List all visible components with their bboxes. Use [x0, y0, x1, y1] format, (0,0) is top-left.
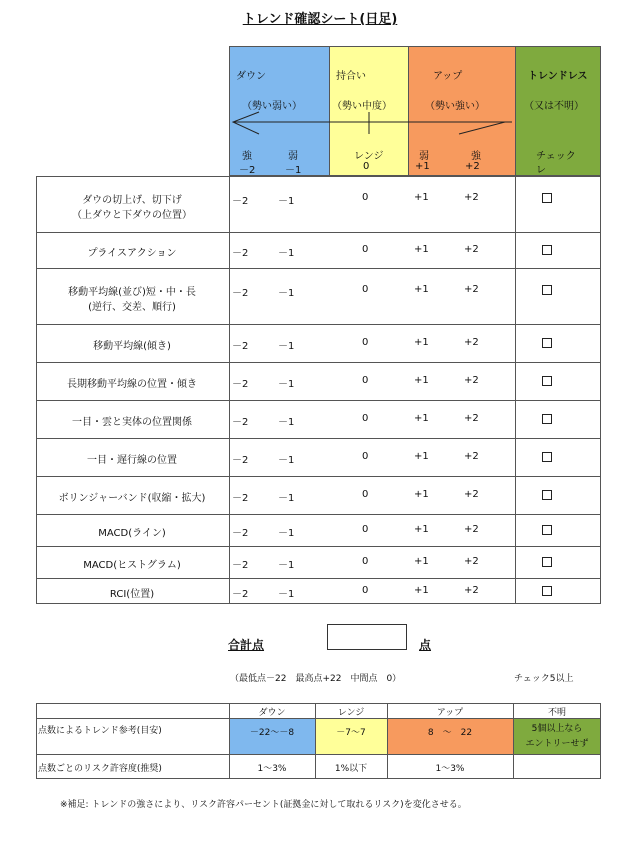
table-line [36, 718, 601, 719]
trendless-checkbox[interactable] [542, 414, 552, 424]
header-up-strength: （勢い強い） [425, 101, 485, 112]
score-value-r[interactable]: 0 [362, 375, 369, 386]
score-value-u1[interactable]: +1 [414, 192, 429, 203]
criteria-label: 一目・遅行線の位置 [87, 455, 177, 466]
criteria-label: 移動平均線(傾き) [93, 341, 171, 352]
score-value-r[interactable]: 0 [362, 584, 369, 596]
ref-row1-up: 8 ～ 22 [427, 728, 473, 738]
ref-row1-down: －22～－8 [249, 728, 295, 738]
ref-row1-unknown-1: 5個以上なら [531, 724, 583, 734]
trendless-checkbox[interactable] [542, 452, 552, 462]
score-value-d2[interactable]: －2 [232, 379, 249, 390]
header-trendless-name: トレンドレス [528, 71, 588, 82]
header-up-weak: 弱 [419, 151, 429, 162]
score-value-d2[interactable]: －2 [232, 248, 249, 259]
criteria-label-line2: （上ダウと下ダウの位置） [72, 210, 192, 221]
score-value-r[interactable]: 0 [362, 192, 369, 203]
header-range-label: レンジ [354, 151, 384, 162]
header-trendless-check-mark: レ [536, 165, 546, 176]
score-value-d1[interactable]: －1 [278, 341, 295, 352]
score-value-d1[interactable]: －1 [278, 528, 295, 539]
score-value-u2[interactable]: +2 [464, 489, 479, 500]
score-value-d1[interactable]: －1 [278, 455, 295, 466]
score-value-r[interactable]: 0 [362, 244, 369, 255]
criteria-row [36, 514, 601, 547]
table-line [36, 754, 601, 755]
total-score-input[interactable] [327, 624, 407, 650]
score-value-u1[interactable]: +1 [414, 556, 429, 567]
criteria-label-line2: (逆行、交差、順行) [88, 302, 176, 313]
page-title: トレンド確認シート(日足) [242, 12, 398, 27]
score-value-u2[interactable]: +2 [464, 284, 479, 295]
score-value-u1[interactable]: +1 [414, 244, 429, 255]
criteria-row [36, 578, 601, 604]
criteria-row [36, 546, 601, 579]
criteria-label: RCI(位置) [109, 588, 155, 600]
criteria-row [36, 476, 601, 515]
criteria-row [36, 400, 601, 439]
criteria-label: 長期移動平均線の位置・傾き [67, 379, 197, 390]
score-value-r[interactable]: 0 [362, 337, 369, 348]
criteria-label: MACD(ライン) [98, 528, 166, 539]
score-value-d1[interactable]: －1 [278, 493, 295, 504]
score-value-u1[interactable]: +1 [414, 337, 429, 348]
score-value-r[interactable]: 0 [362, 524, 369, 535]
score-value-d2[interactable]: －2 [232, 588, 249, 600]
header-up-v1: +1 [415, 161, 430, 172]
score-value-u1[interactable]: +1 [414, 451, 429, 462]
header-range-name: 持合い [336, 71, 366, 82]
header-trendless-check: チェック [536, 151, 576, 162]
score-value-u2[interactable]: +2 [464, 337, 479, 348]
reference-table [36, 703, 601, 779]
header-range-v: 0 [363, 161, 370, 172]
criteria-label [36, 283, 228, 313]
table-line [36, 778, 601, 779]
score-value-u2[interactable]: +2 [464, 556, 479, 567]
header-up-name: アップ [433, 71, 463, 82]
score-value-d1[interactable]: －1 [278, 288, 295, 299]
score-value-d2[interactable]: －2 [232, 341, 249, 352]
trend-arrow-icon [229, 108, 516, 138]
criteria-row [36, 232, 601, 269]
criteria-label: MACD(ヒストグラム) [83, 560, 181, 571]
score-value-u1[interactable]: +1 [414, 413, 429, 424]
trendless-checkbox[interactable] [542, 525, 552, 535]
trendless-checkbox[interactable] [542, 193, 552, 203]
score-range-note: （最低点－22 最高点+22 中間点 0） [230, 674, 402, 684]
trendless-checkbox[interactable] [542, 338, 552, 348]
trendless-checkbox[interactable] [542, 557, 552, 567]
score-value-u1[interactable]: +1 [414, 375, 429, 386]
grid-line [515, 176, 516, 603]
score-value-u2[interactable]: +2 [464, 244, 479, 255]
score-value-d1[interactable]: －1 [278, 417, 295, 428]
ref-row1-range: －7～7 [336, 728, 366, 738]
check-note: チェック5以上 [514, 674, 574, 684]
ref-header-unknown: 不明 [547, 708, 566, 718]
criteria-label-line1: ダウの切上げ、切下げ [82, 195, 182, 206]
score-value-d1[interactable]: －1 [278, 588, 295, 600]
score-value-d2[interactable]: －2 [232, 493, 249, 504]
score-value-u2[interactable]: +2 [464, 375, 479, 386]
score-value-u2[interactable]: +2 [464, 584, 479, 596]
score-value-r[interactable]: 0 [362, 451, 369, 462]
header-down-strength: （勢い弱い） [242, 101, 302, 112]
score-value-r[interactable]: 0 [362, 284, 369, 295]
grid-line [600, 176, 601, 603]
criteria-row [36, 438, 601, 477]
trendless-checkbox[interactable] [542, 285, 552, 295]
score-value-r[interactable]: 0 [362, 489, 369, 500]
ref-row2-label: 点数ごとのリスク許容度(推奨) [38, 764, 162, 774]
score-value-d1[interactable]: －1 [278, 248, 295, 259]
grid-line [229, 176, 230, 603]
header-down-strong: 強 [242, 151, 252, 162]
criteria-label-line1: 移動平均線(並び)短・中・長 [68, 287, 196, 298]
score-value-u2[interactable]: +2 [464, 524, 479, 535]
score-value-d1[interactable]: －1 [278, 560, 295, 571]
trendless-checkbox[interactable] [542, 586, 552, 596]
header-down-weak: 弱 [288, 151, 298, 162]
header-down-name: ダウン [236, 71, 266, 82]
criteria-label: ボリンジャーバンド(収縮・拡大) [58, 493, 206, 504]
score-value-d2[interactable]: －2 [232, 196, 249, 207]
header-trendless-sub: （又は不明） [524, 101, 584, 112]
ref-row2-up: 1～3% [435, 764, 465, 774]
ref-row2-range: 1%以下 [334, 764, 368, 774]
criteria-row [36, 268, 601, 325]
ref-header-up: アップ [436, 708, 464, 718]
header-range-strength: （勢い中度） [332, 101, 392, 112]
criteria-label: プライスアクション [87, 248, 177, 259]
score-value-d2[interactable]: －2 [232, 560, 249, 571]
criteria-row [36, 362, 601, 401]
criteria-row [36, 324, 601, 363]
ref-row1-unknown-2: エントリーせず [525, 739, 589, 749]
trendless-checkbox[interactable] [542, 376, 552, 386]
trendless-checkbox[interactable] [542, 245, 552, 255]
criteria-label: 一目・雲と実体の位置関係 [72, 417, 192, 428]
header-up-strong: 強 [471, 151, 481, 162]
score-value-u1[interactable]: +1 [414, 284, 429, 295]
ref-header-range: レンジ [337, 708, 365, 718]
score-value-d2[interactable]: －2 [232, 528, 249, 539]
score-value-u1[interactable]: +1 [414, 489, 429, 500]
ref-row1-label: 点数によるトレンド参考(目安) [38, 726, 162, 736]
footer-note: ※補足: トレンドの強さにより、リスク許容パーセント(証拠金に対して取れるリスク)を変化させる。 [60, 800, 467, 810]
score-value-d2[interactable]: －2 [232, 288, 249, 299]
total-score-label: 合計点 [228, 638, 265, 652]
score-value-u2[interactable]: +2 [464, 192, 479, 203]
trendless-checkbox[interactable] [542, 490, 552, 500]
header-trendless [515, 46, 601, 176]
score-value-d2[interactable]: －2 [232, 417, 249, 428]
criteria-label [36, 191, 228, 221]
score-value-d1[interactable]: －1 [278, 196, 295, 207]
header-up-v2: +2 [465, 161, 480, 172]
score-value-u1[interactable]: +1 [414, 524, 429, 535]
score-value-u2[interactable]: +2 [464, 451, 479, 462]
total-score-unit: 点 [419, 638, 432, 652]
ref-row2-down: 1～3% [257, 764, 287, 774]
header-down-v2: －1 [285, 165, 302, 176]
score-value-u1[interactable]: +1 [414, 584, 429, 596]
score-value-r[interactable]: 0 [362, 556, 369, 567]
score-value-r[interactable]: 0 [362, 413, 369, 424]
ref-header-down: ダウン [258, 708, 286, 718]
score-value-d1[interactable]: －1 [278, 379, 295, 390]
table-line [36, 703, 37, 779]
score-value-u2[interactable]: +2 [464, 413, 479, 424]
header-down-v1: －2 [239, 165, 256, 176]
criteria-row [36, 176, 601, 233]
grid-line [36, 176, 37, 603]
table-line [36, 703, 601, 704]
score-value-d2[interactable]: －2 [232, 455, 249, 466]
